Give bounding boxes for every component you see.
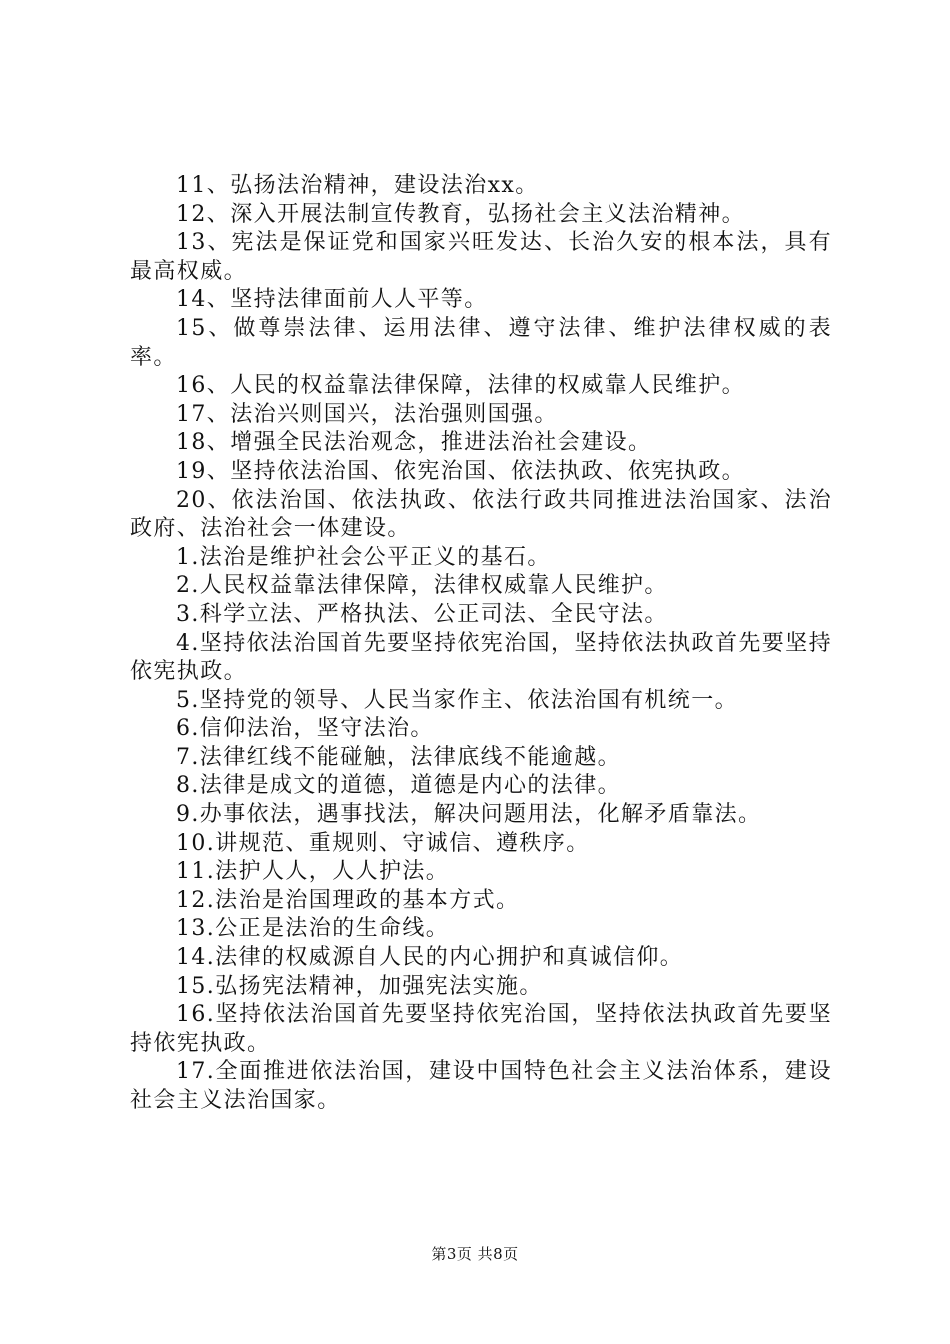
item-1: 1.法治是维护社会公平正义的基石。 [176, 544, 551, 570]
item-4: 4.坚持依法治国首先要坚持依宪治国，坚持依法执政首先要坚持依宪执政。 [130, 630, 832, 685]
item-5: 5.坚持党的领导、人民当家作主、依法治国有机统一。 [176, 687, 738, 713]
page-footer: 第3页 共8页 [431, 1245, 519, 1263]
paragraph-20: 20、依法治国、依法执政、依法行政共同推进法治国家、法治政府、法治社会一体建设。 [130, 487, 832, 542]
document-body [130, 172, 832, 1116]
item-17: 17.全面推进依法治国，建设中国特色社会主义法治体系，建设社会主义法治国家。 [130, 1059, 832, 1113]
item-16: 16.坚持依法治国首先要坚持依宪治国，坚持依法执政首先要坚持依宪执政。 [130, 1002, 832, 1056]
item-15: 15.弘扬宪法精神，加强宪法实施。 [176, 973, 543, 999]
paragraph-12: 12、深入开展法制宣传教育，弘扬社会主义法治精神。 [176, 201, 745, 227]
paragraph-17: 17、法治兴则国兴，法治强则国强。 [176, 401, 558, 427]
item-3: 3.科学立法、严格执法、公正司法、全民守法。 [176, 601, 668, 627]
paragraph-18: 18、增强全民法治观念，推进法治社会建设。 [176, 430, 652, 456]
item-8: 8.法律是成文的道德，道德是内心的法律。 [176, 773, 621, 799]
paragraph-13: 13、宪法是保证党和国家兴旺发达、长治久安的根本法，具有最高权威。 [130, 230, 832, 284]
item-11: 11.法护人人，人人护法。 [176, 859, 450, 885]
paragraph-11: 11、弘扬法治精神，建设法治xx。 [176, 173, 539, 198]
item-12: 12.法治是治国理政的基本方式。 [176, 887, 520, 913]
item-10: 10.讲规范、重规则、守诚信、遵秩序。 [176, 830, 590, 856]
item-7: 7.法律红线不能碰触，法律底线不能逾越。 [176, 744, 621, 770]
item-6: 6.信仰法治，坚守法治。 [176, 716, 434, 742]
item-13: 13.公正是法治的生命线。 [176, 916, 450, 942]
paragraph-15: 15、做尊崇法律、运用法律、遵守法律、维护法律权威的表率。 [130, 315, 832, 370]
paragraph-14: 14、坚持法律面前人人平等。 [176, 287, 488, 313]
item-2: 2.人民权益靠法律保障，法律权威靠人民维护。 [176, 573, 668, 599]
item-14: 14.法律的权威源自人民的内心拥护和真诚信仰。 [176, 945, 684, 971]
item-9: 9.办事依法，遇事找法，解决问题用法，化解矛盾靠法。 [176, 802, 762, 828]
paragraph-16: 16、人民的权益靠法律保障，法律的权威靠人民维护。 [176, 373, 745, 399]
paragraph-19: 19、坚持依法治国、依宪治国、依法执政、依宪执政。 [176, 458, 745, 484]
